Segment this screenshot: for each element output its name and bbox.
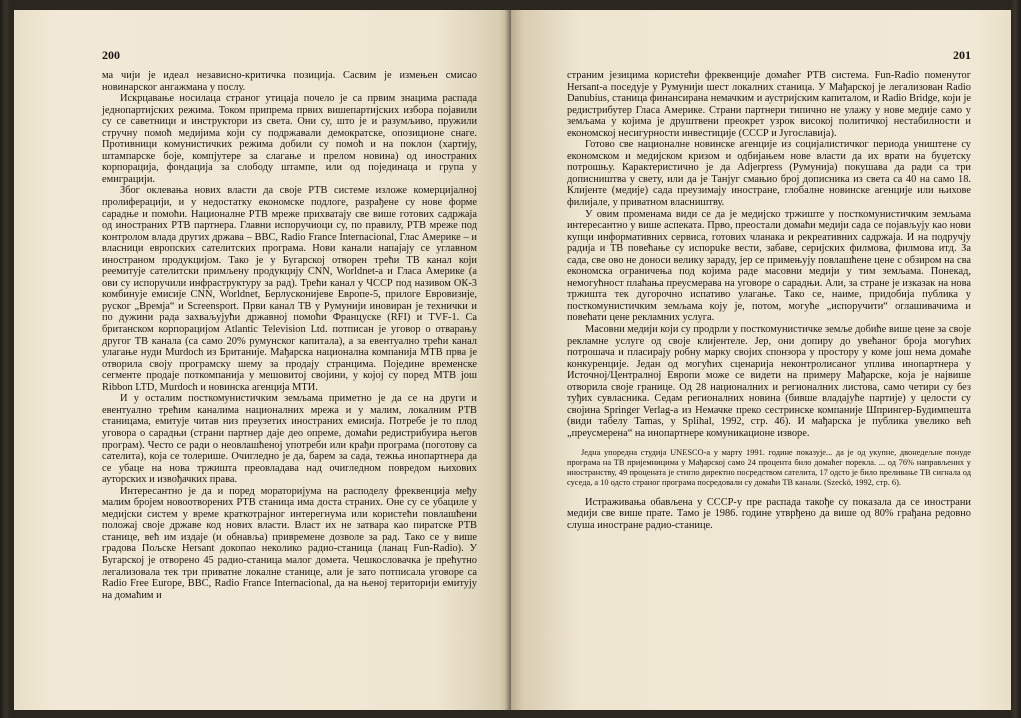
paragraph: страним језицима користећи фреквенције домаћег РТВ система. Fun-Radio поменутог Hersant-a поседује у Румунији шест локалних станица. У Мађарској је легализован Radio Danubius, станица финансирана немачким и аустријским капиталом, и Radio Bridge, који је редистрибутер Гласа Америке. Страни партнери типично не улажу у нове медије само у земљама у којима је друштвени преокрет узрок високој политичкој нестабилности и економској несигурности инвестиције (СССР и Југославија). — [567, 70, 971, 139]
right-page — [511, 10, 1011, 710]
paragraph: Истраживања обављена у СССР-у пре распада такође су показала да се инострани медији све више прате. Тамо је 1986. године утврђено да више од 80% грађана редовно слуша иностране радио-станице. — [567, 496, 971, 531]
paragraph: И у осталим посткомунистичким земљама приметно је да се на други и евентуално трећим каналима националних мрежа и у малим, локалним РТВ станицама, емитује читав низ преузетих иностраних емисија. Потребе је то плод уговора о сарадњи (страни партнер даје део опреме, домаћи редистрибуира његов програм). Често се ради о неовлашћеној употреби или крађи програма (поготову са сателита), која се толерише. Очигледно је да, барем за сада, тежња инопартнера да се убаце на нова тржишта преовладава над очигледном повредом њихових ауторских и извођачких права. — [102, 393, 477, 486]
footnote — [567, 448, 971, 488]
footnote-text: Једна упоредна студија UNESCO-a у марту 1991. године показује... да је од укупне, двонедељне понуде програма на ТВ пријемницима у Мађарској само 24 процента било домаћег порекла. ... од 76% направљених у иностранству, 49 процената је стигло директно посредством сателита, 17 одсто је било преливање ТВ сигнала од суседа, а 10 одсто страног програма посредовали су домаћи ТВ канали. (Szeckö, 1992, стр. 6). — [567, 447, 971, 487]
paragraph: Због оклевања нових власти да своје РТВ системе изложе комерцијалној пролиферацији, и у недостатку економске подлоге, разрађене су нове форме сарадње и помоћи. Националне РТВ мреже прихватају све више готових садржаја од иностраних РТВ партнера. Главни испоручиоци су, по правилу, РТВ мреже под контролом влада других држава – BBC, Radio France Internacional, Глас Америке – и власници европских сателитских програма. Нови канали напајају се углавном иностраном продукцијом. Тако је у Бугарској отворен трећи ТВ канал који реемитује сателитски примљену продукцију CNN, Worldnet-a и Гласа Америке (а ови су испоручили инфраструктуру за рад). Трећи канал у ЧССР под називом ОК-3 комбинује емисије CNN, Worldnet, Берлусконијеве Европе-5, прилоге Евровизије, руског „Времја“ и Screensport. Први канал ТВ у Румунији иновиран је технички и по дужини рада захваљујући државној помоћи Француске (RFI) и TVF-1. Са британском корпорацијом Atlantic Television Ltd. потписан је уговор о отварању другог ТВ канала (са само 20% румунског капитала), а за евентуално трећи канал улагање нуди Murdoch из Британије. Мађарска национална компанија МТВ прва је отворила своју програмску шему за продају странцима. Поједине временске сегменте продаје поткомпанија у мешовитој својини, у којој су поред МТВ још Ribbon LTD, Murdoch и новинска агенција МТИ. — [102, 185, 477, 393]
left-page — [14, 10, 511, 710]
page-number-left: 200 — [102, 48, 120, 62]
paragraph: Интересантно је да и поред мораторијума на расподелу фреквенција међу малим бројем новоотворених РТВ станица има доста страних. Оне су се убациле у медијски систем у врeме краткотрајног интерегнума или користећи повлашћени положај своје државе код нових власти. Власт их не затвара као пиратске РТВ станице, већ им издаје (и обнавља) привремене дозволе за рад. Тако се у више градова Пољске Hersant докопао неколико радио-станица (ланац Fun-Radio). У Бугарској је отворено 45 радио-станица малог домета. Чешкословачка је прећутно легализовала тек три приватне локалне станице, али је зато потписала уговоре са Radio Free Europe, BBC, Radio France Internacional, да на њеној територији емитују на домаћим и — [102, 485, 477, 601]
paragraph: ма чији је идеал независно-критичка позиција. Сасвим је измењен смисао новинарског ангажмана у послу. — [102, 70, 477, 93]
page-number-right: 201 — [953, 48, 971, 62]
paragraph: У овим променама види се да је медијско тржиште у посткомунистичким земљама интересантно у више аспеката. Прво, преостали домаћи медији сада се појављују као нови купци информативних сервиса, готових чланака и рекреативних садржаја. И на подручју радија и ТВ повећање су испорuke вести, забаве, серијских филмова, филмова итд. За сада, све ово не доноси велику зараду, јер се примењују повлашћене цене с обзиром на сва економска ограничења под којима раде масовни медији у тим земљама. Понекад, немогућност плаћања преусмерава на уговоре о сарадњи. Али, за стране је изказак на нова тржишта тек дугорочно испативо улагање. Тако се, наиме, придобија публика у посткомунистичким земљама коју је, потом, могуће „испоручити“ оглашивачима и повећати цене рекламних услуга. — [567, 208, 971, 324]
paragraph: Масовни медији који су продрли у посткомунистичке земље добиће више цене за своје рекламне услуге од своје клијентеле. Јер, они допиру до увећаног броја могућих потрошача и пласирају робну марку својих спонзора у простору у коме још нема домаће конкуренције. Један од могућих сценарија неконтролисаног уплива инопартнера у Источној/Централној Европи може се видети на примеру Мађарске, која је највише отворила своје границе. Од 28 националних и регионалних листова, само четири су без туђих сувласника. Седам регионалних новина (бивше владајуће партије) у целости су својина Springer Verlag-a из Немачке преко сестринске компаније Шпрингер-Будимпешта (види табелу Tamas, у Splihal, 1992, стр. 46). И мађарска је публика увелико већ „преусмерена“ на инопартнере комуникационе изворе. — [567, 324, 971, 439]
paragraph: Готово све националне новинске агенције из социјалистичког периода уништене су економском и медијском кризом и одбијањем нове власти да их врати на буџетску потрошњу. Карактеристично је да Adjerpress (Румунија) покушава да ради са три дописништва у свету, или да је Танјуг смањио број дописника из света са 40 на само 18. Клијенте (медије) сада преузимају иностране, глобалне новинске агенције или њихове филијале, у приватном власништву. — [567, 139, 971, 209]
paragraph: Искрцавање носилаца страног утицаја почело је са првим знацима распада једнопартијских режима. Током припрема првих вишепартијских избора појавили су се саветници и инструктори из света. Они су, што је и разумљиво, пружили стручну помоћ медијима који су подржавали демократске, опозиционе снаге. Противници комунистичких режима добили су помоћ и на поклон (хартију, штампарске боје, компјутере за слагање и прелом новина) од иностраних корпорација, фондација за слободу штампе, или од појединаца и група у емиграцији. — [102, 93, 477, 185]
